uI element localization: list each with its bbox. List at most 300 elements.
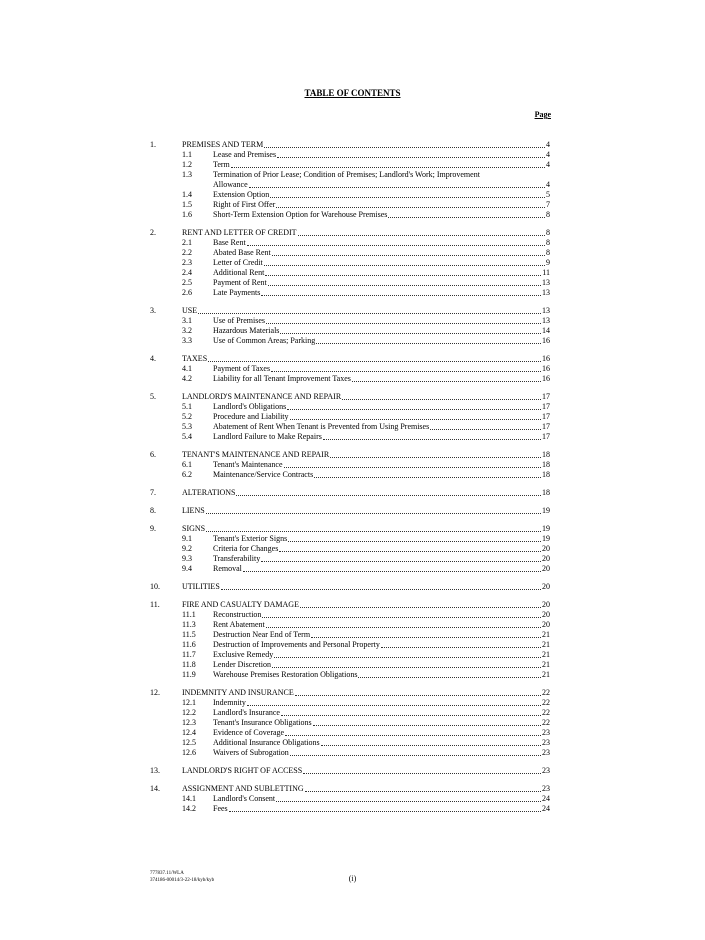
dot-leader [288, 541, 541, 542]
subsection-number: 12.6 [182, 748, 196, 757]
toc-section-entry[interactable] [150, 784, 550, 794]
toc-section [150, 450, 550, 480]
subsection-title-continued: Allowance [213, 180, 248, 189]
toc-subsection-entry[interactable] [150, 170, 550, 180]
subsection-page-number: 18 [542, 470, 550, 479]
toc-subsection-entry[interactable] [150, 610, 550, 620]
subsection-number: 9.2 [182, 544, 192, 553]
subsection-title: Lease and Premises [213, 150, 277, 159]
toc-subsection-entry[interactable] [150, 316, 550, 326]
subsection-page-number: 13 [542, 288, 550, 297]
toc-subsection-entry-continued[interactable] [150, 180, 550, 190]
subsection-page-number: 16 [542, 374, 550, 383]
section-title: ALTERATIONS [182, 488, 236, 497]
section-page-number: 23 [542, 784, 550, 793]
document-id-line-2: 374186-00014/3-22-18/kyb/kyb [150, 878, 215, 883]
section-title: UTILITIES [182, 582, 220, 591]
subsection-number: 9.1 [182, 534, 192, 543]
dot-leader [206, 531, 541, 532]
subsection-title: Base Rent [213, 238, 246, 247]
dot-leader [316, 343, 541, 344]
section-number: 12. [150, 688, 160, 697]
toc-subsection-entry[interactable] [150, 200, 550, 210]
toc-section [150, 488, 550, 498]
toc-subsection-entry[interactable] [150, 470, 550, 480]
subsection-number: 1.3 [182, 170, 192, 179]
toc-subsection-entry[interactable] [150, 698, 550, 708]
subsection-page-number: 17 [542, 402, 550, 411]
dot-leader [276, 801, 541, 802]
subsection-number: 14.1 [182, 794, 196, 803]
toc-subsection-entry[interactable] [150, 630, 550, 640]
toc-subsection-entry[interactable] [150, 650, 550, 660]
subsection-page-number: 21 [542, 630, 550, 639]
subsection-number: 11.5 [182, 630, 196, 639]
toc-subsection-entry[interactable] [150, 718, 550, 728]
subsection-title: Landlord's Consent [213, 794, 276, 803]
toc-subsection-entry[interactable] [150, 748, 550, 758]
toc-section-entry[interactable] [150, 392, 550, 402]
toc-section [150, 688, 550, 758]
subsection-page-number: 20 [542, 544, 550, 553]
subsection-page-number: 8 [546, 210, 550, 219]
toc-subsection-entry[interactable] [150, 278, 550, 288]
subsection-number: 2.6 [182, 288, 192, 297]
section-page-number: 4 [546, 140, 550, 149]
toc-section-entry[interactable] [150, 354, 550, 364]
toc-section-entry[interactable] [150, 488, 550, 498]
subsection-page-number: 20 [542, 610, 550, 619]
toc-section [150, 140, 550, 220]
section-number: 3. [150, 306, 156, 315]
toc-subsection-entry[interactable] [150, 258, 550, 268]
toc-subsection-entry[interactable] [150, 708, 550, 718]
dot-leader [313, 725, 541, 726]
page-column-heading: Page [534, 110, 551, 119]
subsection-title: Landlord's Insurance [213, 708, 280, 717]
section-title: ASSIGNMENT AND SUBLETTING [182, 784, 304, 793]
toc-section [150, 354, 550, 384]
section-number: 6. [150, 450, 156, 459]
subsection-page-number: 4 [546, 150, 550, 159]
subsection-number: 2.1 [182, 238, 192, 247]
section-number: 14. [150, 784, 160, 793]
dot-leader [229, 811, 541, 812]
toc-subsection-entry[interactable] [150, 210, 550, 220]
dot-leader [243, 571, 541, 572]
toc-subsection-entry[interactable] [150, 422, 550, 432]
section-title: TAXES [182, 354, 208, 363]
dot-leader [266, 323, 541, 324]
section-page-number: 18 [542, 488, 550, 497]
dot-leader [305, 791, 541, 792]
subsection-title: Abatement of Rent When Tenant is Prevented from Using Premises [213, 422, 430, 431]
toc-subsection-entry[interactable] [150, 238, 550, 248]
toc-subsection-entry[interactable] [150, 564, 550, 574]
subsection-page-number: 23 [542, 748, 550, 757]
toc-subsection-entry[interactable] [150, 160, 550, 170]
section-title: LANDLORD'S MAINTENANCE AND REPAIR [182, 392, 342, 401]
section-page-number: 19 [542, 524, 550, 533]
toc-subsection-entry[interactable] [150, 660, 550, 670]
subsection-title: Late Payments [213, 288, 261, 297]
subsection-title: Criteria for Changes [213, 544, 279, 553]
dot-leader [284, 467, 541, 468]
subsection-page-number: 20 [542, 554, 550, 563]
toc-subsection-entry[interactable] [150, 620, 550, 630]
section-number: 13. [150, 766, 160, 775]
dot-leader [249, 187, 545, 188]
dot-leader [358, 677, 541, 678]
dot-leader [285, 735, 541, 736]
section-number: 9. [150, 524, 156, 533]
toc-section-entry[interactable] [150, 600, 550, 610]
section-page-number: 22 [542, 688, 550, 697]
subsection-number: 14.2 [182, 804, 196, 813]
subsection-title: Letter of Credit [213, 258, 263, 267]
subsection-number: 1.1 [182, 150, 192, 159]
toc-subsection-entry[interactable] [150, 534, 550, 544]
subsection-title: Procedure and Liability [213, 412, 289, 421]
dot-leader [314, 477, 541, 478]
toc-subsection-entry[interactable] [150, 804, 550, 814]
dot-leader [272, 255, 545, 256]
subsection-number: 4.2 [182, 374, 192, 383]
section-number: 2. [150, 228, 156, 237]
dot-leader [287, 409, 541, 410]
toc-section [150, 582, 550, 592]
section-page-number: 20 [542, 600, 550, 609]
dot-leader [280, 333, 541, 334]
subsection-page-number: 21 [542, 670, 550, 679]
toc-section-entry[interactable] [150, 524, 550, 534]
toc-subsection-entry[interactable] [150, 460, 550, 470]
dot-leader [264, 147, 545, 148]
dot-leader [247, 705, 541, 706]
section-page-number: 8 [546, 228, 550, 237]
subsection-number: 6.2 [182, 470, 192, 479]
toc-section [150, 766, 550, 776]
toc-section [150, 392, 550, 442]
section-number: 1. [150, 140, 156, 149]
toc-section-entry[interactable] [150, 766, 550, 776]
toc-section [150, 306, 550, 346]
subsection-number: 2.4 [182, 268, 192, 277]
subsection-page-number: 8 [546, 248, 550, 257]
section-page-number: 16 [542, 354, 550, 363]
toc-subsection-entry[interactable] [150, 554, 550, 564]
dot-leader [274, 657, 541, 658]
subsection-page-number: 13 [542, 316, 550, 325]
subsection-number: 1.5 [182, 200, 192, 209]
toc-subsection-entry[interactable] [150, 364, 550, 374]
dot-leader [268, 285, 541, 286]
subsection-title: Termination of Prior Lease; Condition of Premises; Landlord's Work; Improvement [213, 170, 480, 179]
toc-section-entry[interactable] [150, 228, 550, 238]
toc-section [150, 506, 550, 516]
subsection-title: Term [213, 160, 230, 169]
dot-leader [381, 647, 541, 648]
subsection-title: Rent Abatement [213, 620, 265, 629]
toc-subsection-entry[interactable] [150, 402, 550, 412]
subsection-title: Fees [213, 804, 228, 813]
section-title: SIGNS [182, 524, 206, 533]
section-page-number: 20 [542, 582, 550, 591]
toc-subsection-entry[interactable] [150, 432, 550, 442]
dot-leader [277, 157, 545, 158]
subsection-title: Landlord Failure to Make Repairs [213, 432, 322, 441]
subsection-title: Lender Discretion [213, 660, 271, 669]
subsection-title: Short-Term Extension Option for Warehouse Premises [213, 210, 388, 219]
subsection-page-number: 21 [542, 650, 550, 659]
subsection-title: Removal [213, 564, 242, 573]
subsection-title: Use of Common Areas; Parking [213, 336, 316, 345]
subsection-page-number: 21 [542, 640, 550, 649]
toc-section [150, 524, 550, 574]
dot-leader [276, 207, 545, 208]
dot-leader [290, 755, 541, 756]
subsection-page-number: 22 [542, 718, 550, 727]
subsection-number: 2.5 [182, 278, 192, 287]
subsection-title: Abated Base Rent [213, 248, 271, 257]
toc-section-entry[interactable] [150, 506, 550, 516]
subsection-number: 12.4 [182, 728, 196, 737]
dot-leader [298, 235, 545, 236]
dot-leader [279, 551, 541, 552]
subsection-page-number: 22 [542, 698, 550, 707]
subsection-number: 5.3 [182, 422, 192, 431]
subsection-number: 12.1 [182, 698, 196, 707]
page-number: (i) [348, 874, 357, 883]
subsection-page-number: 22 [542, 708, 550, 717]
section-page-number: 13 [542, 306, 550, 315]
subsection-number: 12.3 [182, 718, 196, 727]
subsection-title: Extension Option [213, 190, 270, 199]
toc-section-entry[interactable] [150, 688, 550, 698]
toc-section-entry[interactable] [150, 582, 550, 592]
subsection-title: Additional Insurance Obligations [213, 738, 320, 747]
dot-leader [266, 627, 541, 628]
dot-leader [352, 381, 541, 382]
subsection-number: 5.2 [182, 412, 192, 421]
subsection-page-number: 24 [542, 794, 550, 803]
table-of-contents [150, 140, 550, 822]
subsection-title: Warehouse Premises Restoration Obligations [213, 670, 358, 679]
toc-section-entry[interactable] [150, 306, 550, 316]
section-title: INDEMNITY AND INSURANCE [182, 688, 294, 697]
toc-subsection-entry[interactable] [150, 336, 550, 346]
section-title: LANDLORD'S RIGHT OF ACCESS [182, 766, 303, 775]
subsection-number: 1.6 [182, 210, 192, 219]
subsection-title: Liability for all Tenant Improvement Taxes [213, 374, 351, 383]
subsection-number: 1.2 [182, 160, 192, 169]
dot-leader [208, 361, 541, 362]
dot-leader [311, 637, 541, 638]
dot-leader [198, 313, 541, 314]
toc-subsection-entry[interactable] [150, 268, 550, 278]
toc-section [150, 600, 550, 680]
subsection-title: Right of First Offer [213, 200, 276, 209]
dot-leader [323, 439, 541, 440]
subsection-number: 5.4 [182, 432, 192, 441]
subsection-page-number: 24 [542, 804, 550, 813]
section-page-number: 17 [542, 392, 550, 401]
subsection-page-number: 16 [542, 364, 550, 373]
subsection-page-number: 18 [542, 460, 550, 469]
dot-leader [264, 265, 545, 266]
subsection-title: Destruction of Improvements and Personal Property [213, 640, 380, 649]
subsection-page-number: 8 [546, 238, 550, 247]
subsection-page-number: 5 [546, 190, 550, 199]
subsection-title: Maintenance/Service Contracts [213, 470, 314, 479]
section-number: 8. [150, 506, 156, 515]
toc-section-entry[interactable] [150, 140, 550, 150]
toc-subsection-entry[interactable] [150, 288, 550, 298]
section-title: FIRE AND CASUALTY DAMAGE [182, 600, 299, 609]
subsection-page-number: 21 [542, 660, 550, 669]
dot-leader [271, 371, 541, 372]
subsection-page-number: 16 [542, 336, 550, 345]
subsection-number: 2.2 [182, 248, 192, 257]
subsection-page-number: 13 [542, 278, 550, 287]
subsection-number: 3.1 [182, 316, 192, 325]
toc-title: TABLE OF CONTENTS [304, 88, 401, 98]
subsection-number: 6.1 [182, 460, 192, 469]
subsection-page-number: 7 [546, 200, 550, 209]
subsection-number: 5.1 [182, 402, 192, 411]
dot-leader [342, 399, 541, 400]
subsection-number: 12.5 [182, 738, 196, 747]
subsection-page-number: 23 [542, 738, 550, 747]
section-number: 10. [150, 582, 160, 591]
section-number: 7. [150, 488, 156, 497]
subsection-title: Evidence of Coverage [213, 728, 285, 737]
subsection-title: Destruction Near End of Term [213, 630, 311, 639]
dot-leader [261, 561, 541, 562]
section-page-number: 23 [542, 766, 550, 775]
subsection-title: Indemnity [213, 698, 246, 707]
subsection-page-number: 14 [542, 326, 550, 335]
subsection-number: 11.3 [182, 620, 196, 629]
subsection-page-number: 20 [542, 620, 550, 629]
subsection-number: 11.7 [182, 650, 196, 659]
subsection-title: Transferability [213, 554, 261, 563]
toc-section [150, 784, 550, 814]
subsection-page-number: 11 [542, 268, 550, 277]
toc-subsection-entry[interactable] [150, 412, 550, 422]
toc-subsection-entry[interactable] [150, 738, 550, 748]
dot-leader [236, 495, 541, 496]
dot-leader [300, 607, 541, 608]
subsection-number: 3.2 [182, 326, 192, 335]
subsection-number: 11.1 [182, 610, 196, 619]
toc-subsection-entry[interactable] [150, 794, 550, 804]
section-title: USE [182, 306, 198, 315]
subsection-number: 3.3 [182, 336, 192, 345]
dot-leader [270, 197, 545, 198]
subsection-title: Exclusive Remedy [213, 650, 274, 659]
subsection-title: Tenant's Exterior Signs [213, 534, 288, 543]
toc-subsection-entry[interactable] [150, 670, 550, 680]
dot-leader [330, 457, 541, 458]
dot-leader [221, 589, 541, 590]
subsection-number: 12.2 [182, 708, 196, 717]
subsection-title: Use of Premises [213, 316, 265, 325]
subsection-title: Reconstruction [213, 610, 262, 619]
section-number: 11. [150, 600, 160, 609]
subsection-number: 1.4 [182, 190, 192, 199]
toc-subsection-entry[interactable] [150, 150, 550, 160]
toc-subsection-entry[interactable] [150, 640, 550, 650]
subsection-page-number: 17 [542, 422, 550, 431]
section-number: 5. [150, 392, 156, 401]
section-title: TENANT'S MAINTENANCE AND REPAIR [182, 450, 330, 459]
subsection-page-number: 17 [542, 412, 550, 421]
subsection-number: 9.4 [182, 564, 192, 573]
subsection-page-number: 9 [546, 258, 550, 267]
subsection-number: 4.1 [182, 364, 192, 373]
toc-subsection-entry[interactable] [150, 190, 550, 200]
dot-leader [295, 695, 541, 696]
dot-leader [388, 217, 545, 218]
subsection-number: 11.8 [182, 660, 196, 669]
section-title: RENT AND LETTER OF CREDIT [182, 228, 297, 237]
subsection-title: Waivers of Subrogation [213, 748, 289, 757]
dot-leader [272, 667, 541, 668]
subsection-title: Hazardous Materials [213, 326, 280, 335]
toc-subsection-entry[interactable] [150, 728, 550, 738]
subsection-title: Additional Rent [213, 268, 265, 277]
subsection-title: Tenant's Maintenance [213, 460, 283, 469]
subsection-title: Payment of Taxes [213, 364, 271, 373]
dot-leader [261, 295, 541, 296]
subsection-page-number: 23 [542, 728, 550, 737]
toc-subsection-entry[interactable] [150, 326, 550, 336]
dot-leader [265, 275, 541, 276]
subsection-number: 9.3 [182, 554, 192, 563]
toc-subsection-entry[interactable] [150, 248, 550, 258]
dot-leader [231, 167, 545, 168]
dot-leader [247, 245, 545, 246]
toc-subsection-entry[interactable] [150, 544, 550, 554]
subsection-page-number: 4 [546, 180, 550, 189]
dot-leader [290, 419, 541, 420]
subsection-page-number: 19 [542, 534, 550, 543]
toc-section-entry[interactable] [150, 450, 550, 460]
dot-leader [321, 745, 541, 746]
section-page-number: 18 [542, 450, 550, 459]
document-id-line-1: 777837.11/WLA [150, 871, 184, 876]
dot-leader [430, 429, 541, 430]
dot-leader [206, 513, 541, 514]
section-title: LIENS [182, 506, 205, 515]
subsection-title: Landlord's Obligations [213, 402, 287, 411]
section-title: PREMISES AND TERM [182, 140, 264, 149]
dot-leader [303, 773, 541, 774]
subsection-number: 11.6 [182, 640, 196, 649]
subsection-number: 2.3 [182, 258, 192, 267]
toc-section [150, 228, 550, 298]
toc-subsection-entry[interactable] [150, 374, 550, 384]
section-number: 4. [150, 354, 156, 363]
subsection-page-number: 4 [546, 160, 550, 169]
subsection-page-number: 17 [542, 432, 550, 441]
section-page-number: 19 [542, 506, 550, 515]
subsection-title: Payment of Rent [213, 278, 267, 287]
dot-leader [262, 617, 541, 618]
subsection-title: Tenant's Insurance Obligations [213, 718, 312, 727]
subsection-page-number: 20 [542, 564, 550, 573]
